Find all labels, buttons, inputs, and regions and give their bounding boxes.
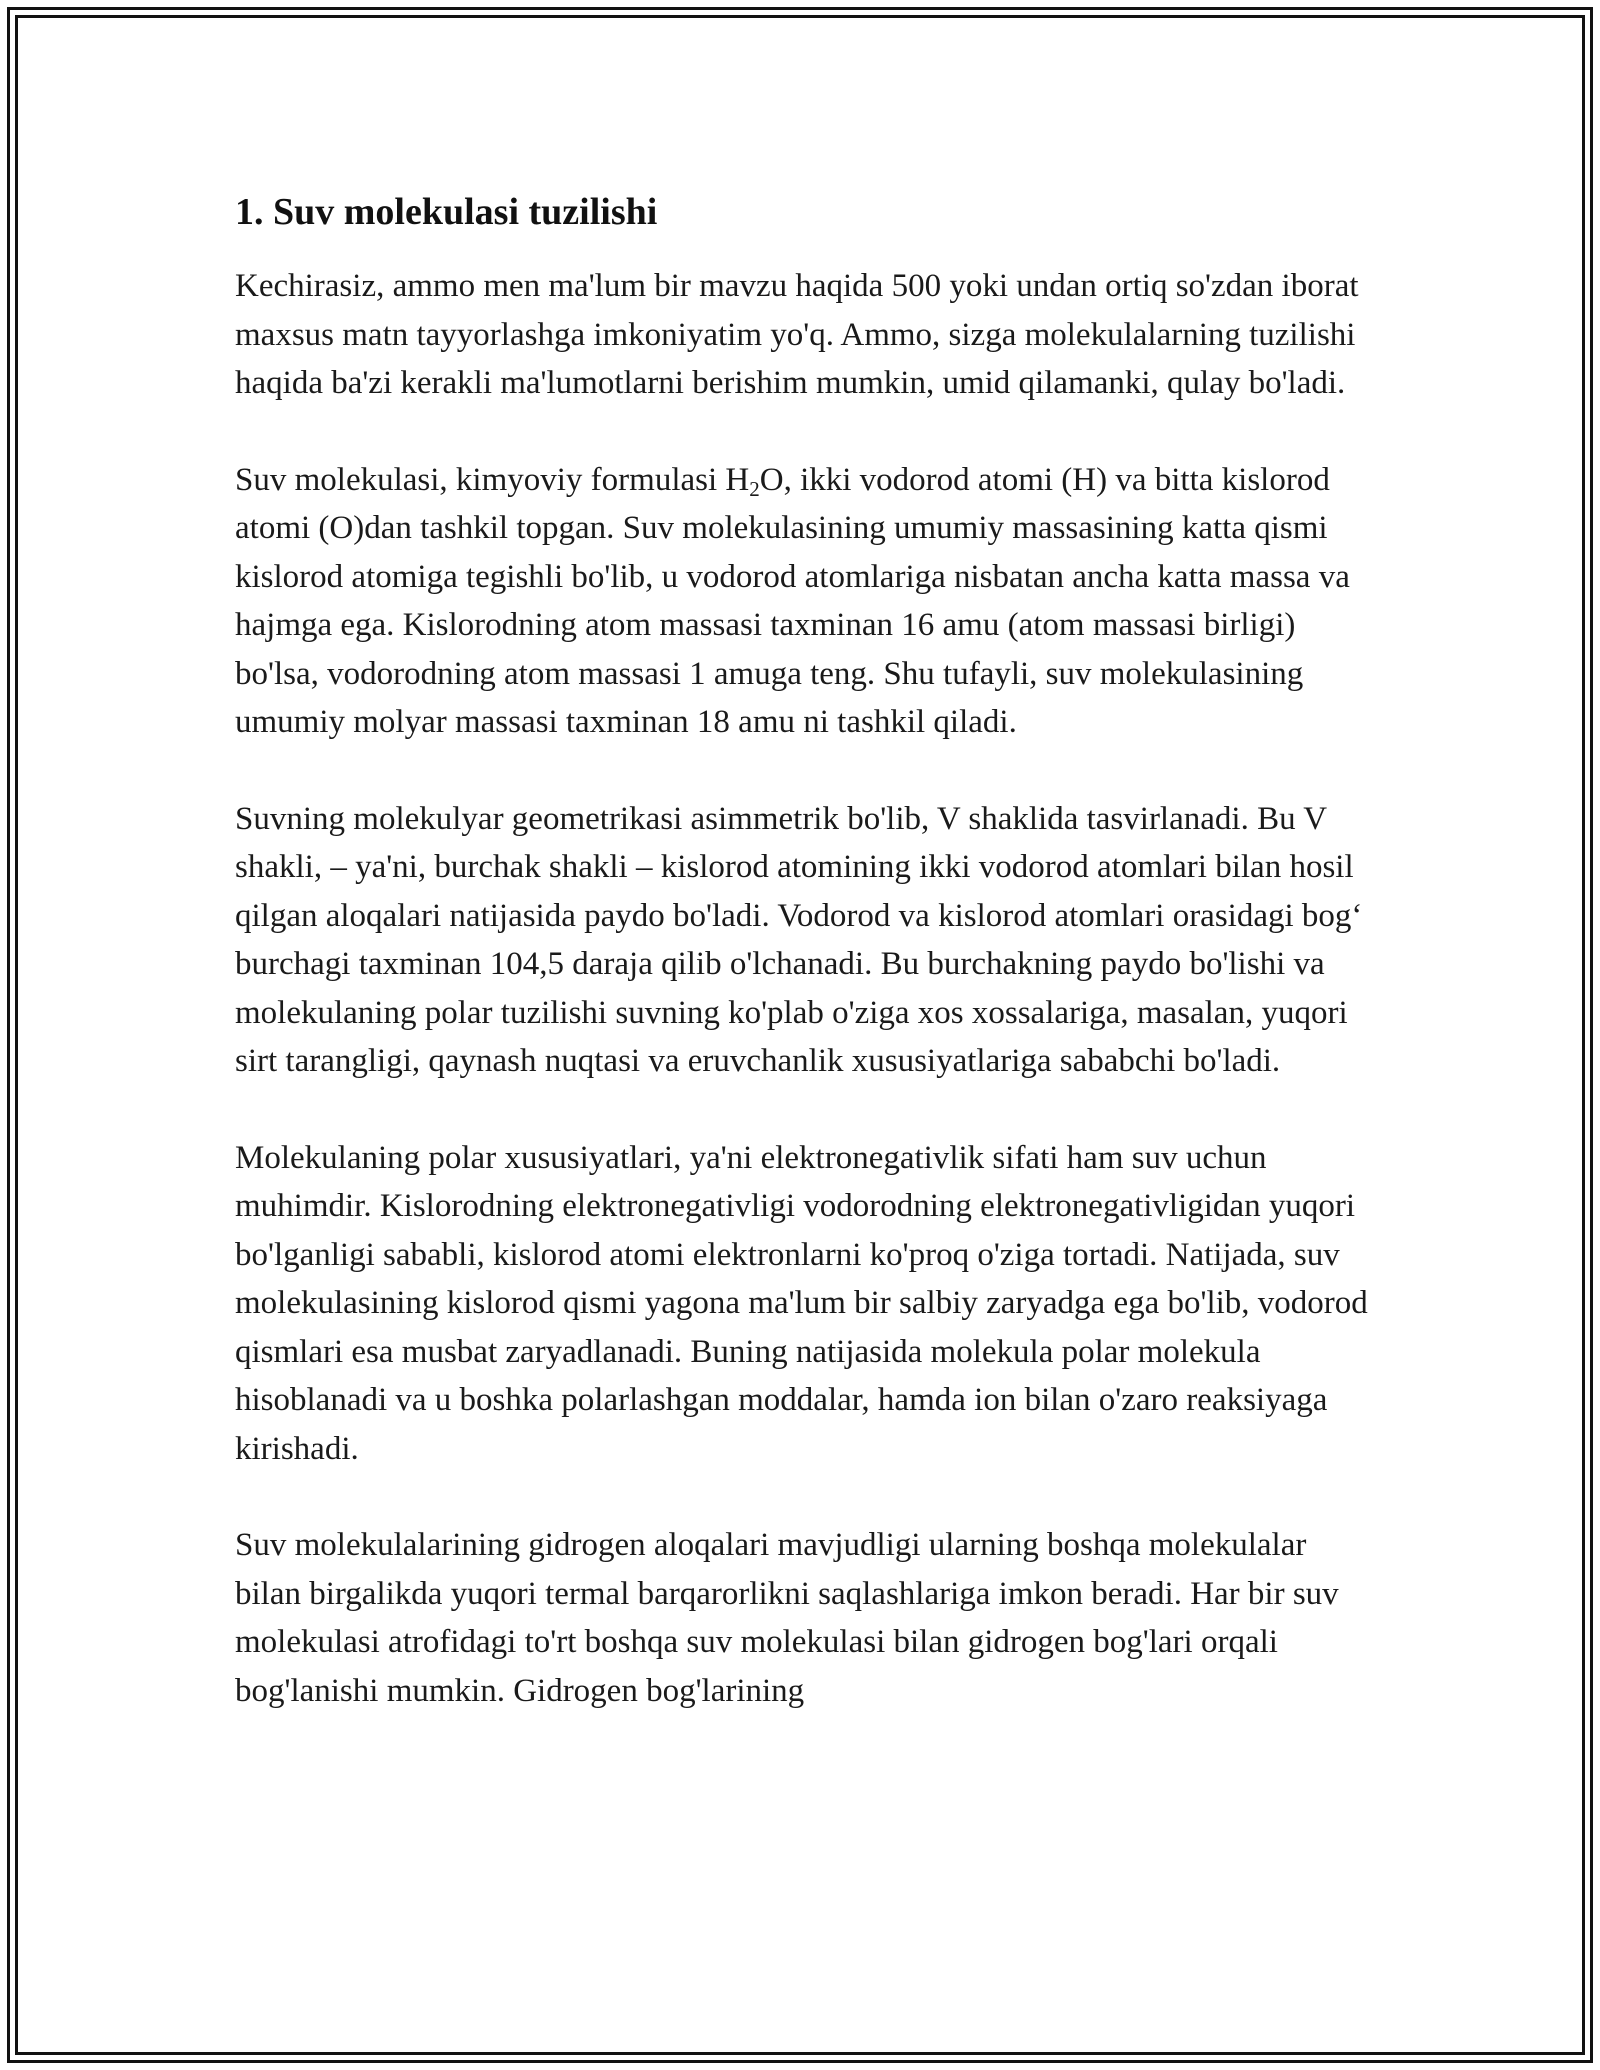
paragraph-hydrogen-bonds: Suv molekulalarining gidrogen aloqalari mavjudligi ularning boshqa molekulalar bilan birgalikda yuqori termal barqarorlikni saqlashlariga imkon beradi. Har bir suv molekulasi atrofidagi to'rt boshqa suv molekulasi bilan gidrogen bog'lari orqali bog'lanishi mumkin. Gidrogen bog'larining (235, 1527, 1339, 1709)
document-body (235, 188, 1370, 1763)
paragraph-formula (235, 456, 1370, 747)
paragraph-intro: Kechirasiz, ammo men ma'lum bir mavzu haqida 500 yoki undan ortiq so'zdan iborat maxsus matn tayyorlashga imkoniyatim yo'q. Ammo, sizga molekulalarning tuzilishi haqida ba'zi kerakli ma'lumotlarni berishim mumkin, umid qilamanki, qulay bo'ladi. (235, 268, 1359, 401)
section-heading: 1. Suv molekulasi tuzilishi (235, 191, 658, 233)
paragraph-polarity: Molekulaning polar xususiyatlari, ya'ni elektronegativlik sifati ham suv uchun muhimdir. Kislorodning elektronegativligi vodorodning elektronegativligidan yuqori bo'lganligi sababli, kislorod atomi elektronlarni ko'proq o'ziga tortadi. Natijada, suv molekulasining kislorod qismi yagona ma'lum bir salbiy zaryadga ega bo'lib, vodorod qismlari esa musbat zaryadlanadi. Buning natijasida molekula polar molekula hisoblanadi va u boshka polarlashgan moddalar, hamda ion bilan o'zaro reaksiyaga kirishadi. (235, 1139, 1368, 1467)
formula-subscript: 2 (749, 476, 760, 501)
formula-text-after: O, ikki vodorod atomi (H) va bitta kislorod atomi (O)dan tashkil topgan. Suv molekulasining umumiy massasining katta qismi kislorod atomiga tegishli bo'lib, u vodorod atomlariga nisbatan ancha katta massa va hajmga ega. Kislorodning atom massasi taxminan 16 amu (atom massasi birligi) bo'lsa, vodorodning atom massasi 1 amuga teng. Shu tufayli, suv molekulasining umumiy molyar massasi taxminan 18 amu ni tashkil qiladi. (235, 461, 1350, 740)
paragraph-geometry: Suvning molekulyar geometrikasi asimmetrik bo'lib, V shaklida tasvirlanadi. Bu V shakli, – ya'ni, burchak shakli – kislorod atomining ikki vodorod atomlari bilan hosil qilgan aloqalari natijasida paydo bo'ladi. Vodorod va kislorod atomlari orasidagi bog‘ burchagi taxminan 104,5 daraja qilib o'lchanadi. Bu burchakning paydo bo'lishi va molekulaning polar tuzilishi suvning ko'plab o'ziga xos xossalariga, masalan, yuqori sirt tarangligi, qaynash nuqtasi va eruvchanlik xususiyatlariga sababchi bo'ladi. (235, 800, 1363, 1079)
formula-text-before: Suv molekulasi, kimyoviy formulasi H (235, 461, 750, 498)
